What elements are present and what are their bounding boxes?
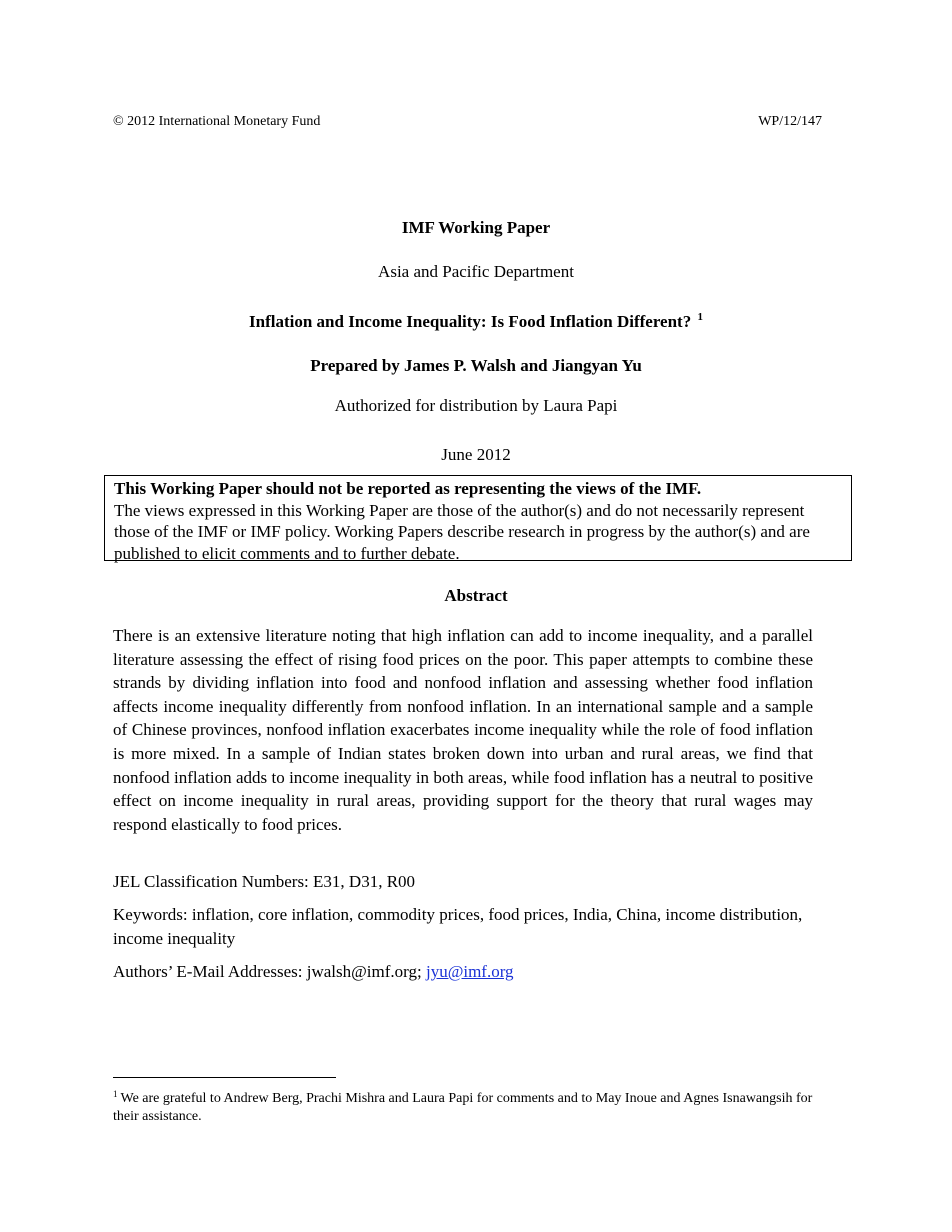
copyright-notice: © 2012 International Monetary Fund: [113, 114, 321, 129]
footnote-divider: [113, 1077, 336, 1078]
email-link[interactable]: jyu@imf.org: [425, 962, 514, 981]
disclaimer-text: The views expressed in this Working Paper are those of the author(s) and do not necessarily represent those of the IMF or IMF policy. Working Papers describe research in progress by the author(s) and are published to elicit comments and to further debate.: [114, 500, 810, 563]
disclaimer-heading: This Working Paper should not be reported as representing the views of the IMF.: [114, 479, 702, 498]
department: Asia and Pacific Department: [378, 262, 574, 281]
prepared-by: Prepared by James P. Walsh and Jiangyan Yu: [310, 356, 642, 375]
keywords: Keywords: inflation, core inflation, commodity prices, food prices, India, China, income distribution, income inequality: [113, 905, 803, 948]
abstract-heading: Abstract: [444, 586, 508, 605]
series-title: IMF Working Paper: [401, 218, 551, 237]
footnote-text: We are grateful to Andrew Berg, Prachi Mishra and Laura Papi for comments and to May Inoue and Agnes Isnawangsih for their assistance.: [113, 1091, 813, 1124]
publication-date: June 2012: [441, 445, 511, 464]
abstract-text: There is an extensive literature noting that high inflation can add to income inequality, and a parallel literature assessing the effect of rising food prices on the poor. This paper attempts to combine these strands by dividing inflation into food and nonfood inflation and assessing whether food inflation affects income inequality differently from nonfood inflation. In an international sample and a sample of Chinese provinces, nonfood inflation exacerbates income inequality while the role of food inflation is more mixed. In a sample of Indian states broken down into urban and rural areas, we find that nonfood inflation adds to income inequality in both areas, while food inflation has a neutral to positive effect on income inequality in rural areas, providing support for the theory that rural wages may respond elastically to food prices.: [113, 626, 813, 834]
disclaimer-box: [104, 475, 852, 561]
paper-title-text: Inflation and Income Inequality: Is Food Inflation Different?: [249, 312, 692, 331]
jel-classification: JEL Classification Numbers: E31, D31, R00: [113, 872, 416, 891]
author-emails: [113, 960, 813, 984]
footnote: [113, 1085, 823, 1126]
authorized-by: Authorized for distribution by Laura Papi: [334, 396, 618, 415]
footnote-mark: 1: [113, 1089, 118, 1099]
email-label: Authors’ E-Mail Addresses: jwalsh@imf.org;: [113, 962, 426, 981]
title-footnote-mark: 1: [697, 311, 703, 323]
paper-number: WP/12/147: [758, 114, 822, 129]
paper-title: [0, 311, 952, 332]
